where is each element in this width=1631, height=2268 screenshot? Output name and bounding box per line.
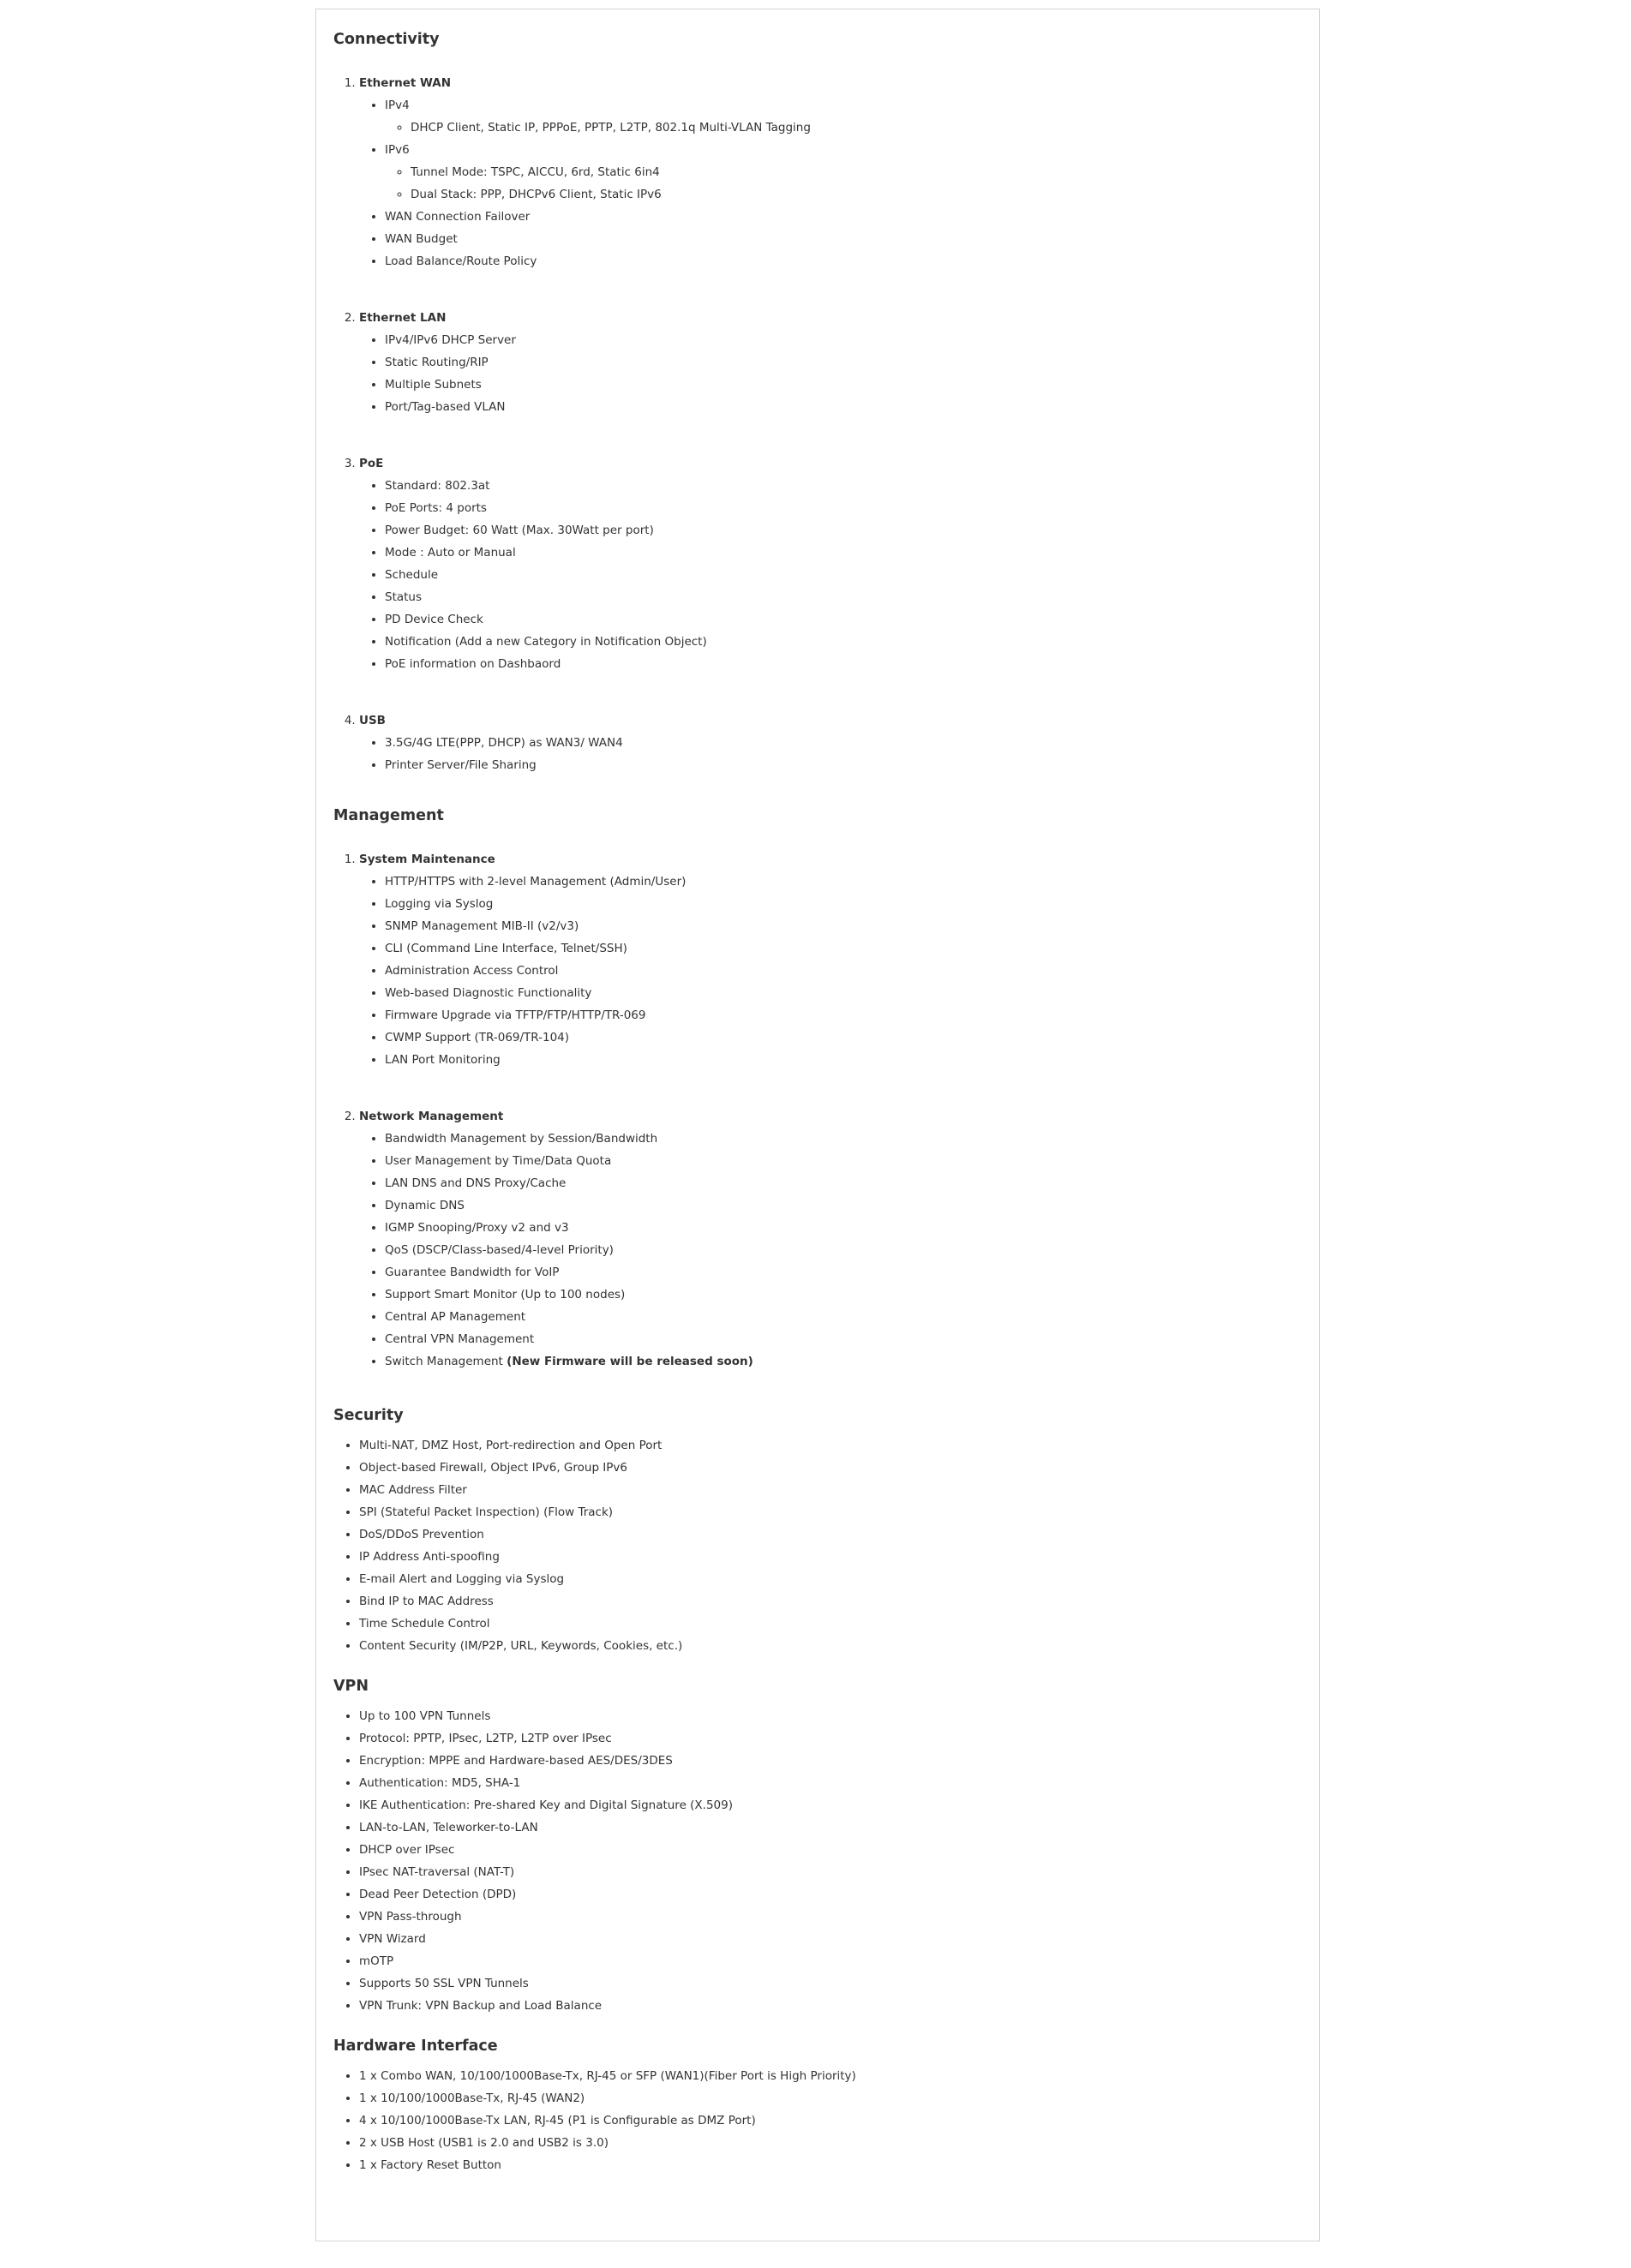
list-item: • Bind IP to MAC Address xyxy=(359,1590,1302,1613)
spec-content xyxy=(333,29,1302,2176)
list-item: • WAN Connection Failover xyxy=(385,206,1302,228)
list-item: • Up to 100 VPN Tunnels xyxy=(359,1705,1302,1727)
management-list xyxy=(333,848,1302,1373)
list-item: • CWMP Support (TR-069/TR-104) xyxy=(385,1026,1302,1049)
list-item: ◦ DHCP Client, Static IP, PPPoE, PPTP, L2TP, 802.1q Multi-VLAN Tagging xyxy=(411,117,1302,139)
system-maintenance-title: System Maintenance xyxy=(359,853,495,866)
network-management-list xyxy=(359,1128,1302,1373)
list-item: • 1 x 10/100/1000Base-Tx, RJ-45 (WAN2) xyxy=(359,2087,1302,2109)
list-item: • E-mail Alert and Logging via Syslog xyxy=(359,1568,1302,1590)
list-item: • QoS (DSCP/Class-based/4-level Priority) xyxy=(385,1239,1302,1261)
usb-group xyxy=(359,709,1302,776)
ethernet-lan-list xyxy=(359,329,1302,418)
list-item: • 1 x Factory Reset Button xyxy=(359,2154,1302,2176)
management-heading: Management xyxy=(333,807,444,824)
list-item: • Dead Peer Detection (DPD) xyxy=(359,1883,1302,1906)
list-item xyxy=(385,139,1302,206)
poe-list xyxy=(359,475,1302,675)
ipv4-label: IPv4 xyxy=(385,99,410,112)
vpn-heading: VPN xyxy=(333,1678,369,1695)
list-item: • User Management by Time/Data Quota xyxy=(385,1150,1302,1172)
list-item: • Content Security (IM/P2P, URL, Keywords, Cookies, etc.) xyxy=(359,1635,1302,1657)
list-item: • IPv4/IPv6 DHCP Server xyxy=(385,329,1302,351)
list-item: • Standard: 802.3at xyxy=(385,475,1302,497)
ethernet-wan-group xyxy=(359,72,1302,272)
list-item: • Power Budget: 60 Watt (Max. 30Watt per port) xyxy=(385,519,1302,542)
list-item: • Guarantee Bandwidth for VoIP xyxy=(385,1261,1302,1284)
list-item: • Encryption: MPPE and Hardware-based AES/DES/3DES xyxy=(359,1750,1302,1772)
vpn-list xyxy=(333,1705,1302,2017)
list-item: • 4 x 10/100/1000Base-Tx LAN, RJ-45 (P1 is Configurable as DMZ Port) xyxy=(359,2109,1302,2132)
list-item: • IKE Authentication: Pre-shared Key and Digital Signature (X.509) xyxy=(359,1794,1302,1816)
list-item: • Multiple Subnets xyxy=(385,374,1302,396)
list-item: ◦ Tunnel Mode: TSPC, AICCU, 6rd, Static 6in4 xyxy=(411,161,1302,183)
list-item: • Supports 50 SSL VPN Tunnels xyxy=(359,1972,1302,1995)
list-item: • CLI (Command Line Interface, Telnet/SSH) xyxy=(385,937,1302,960)
ipv6-label: IPv6 xyxy=(385,143,410,157)
list-item: • Central VPN Management xyxy=(385,1328,1302,1350)
list-item: • Protocol: PPTP, IPsec, L2TP, L2TP over IPsec xyxy=(359,1727,1302,1750)
list-item: • Web-based Diagnostic Functionality xyxy=(385,982,1302,1004)
ethernet-wan-list xyxy=(359,94,1302,272)
list-item: • Multi-NAT, DMZ Host, Port-redirection and Open Port xyxy=(359,1434,1302,1457)
security-list xyxy=(333,1434,1302,1657)
hardware-list xyxy=(333,2065,1302,2176)
poe-title: PoE xyxy=(359,457,384,470)
list-item: • Status xyxy=(385,586,1302,608)
hardware-heading: Hardware Interface xyxy=(333,2038,498,2055)
list-item: • Notification (Add a new Category in Notification Object) xyxy=(385,631,1302,653)
list-item: • MAC Address Filter xyxy=(359,1479,1302,1501)
connectivity-list xyxy=(333,72,1302,776)
switch-management-label: Switch Management xyxy=(385,1355,507,1368)
system-maintenance-group xyxy=(359,848,1302,1071)
list-item: • Support Smart Monitor (Up to 100 nodes) xyxy=(385,1284,1302,1306)
list-item: • VPN Wizard xyxy=(359,1928,1302,1950)
list-item: • PoE information on Dashbaord xyxy=(385,653,1302,675)
list-item: • Schedule xyxy=(385,564,1302,586)
list-item: ◦ Dual Stack: PPP, DHCPv6 Client, Static IPv6 xyxy=(411,183,1302,206)
ethernet-wan-title: Ethernet WAN xyxy=(359,76,452,90)
list-item: • Load Balance/Route Policy xyxy=(385,250,1302,272)
list-item: • VPN Pass-through xyxy=(359,1906,1302,1928)
list-item: • WAN Budget xyxy=(385,228,1302,250)
list-item: • IPsec NAT-traversal (NAT-T) xyxy=(359,1861,1302,1883)
network-management-title: Network Management xyxy=(359,1110,504,1123)
list-item: • Central AP Management xyxy=(385,1306,1302,1328)
list-item: • VPN Trunk: VPN Backup and Load Balance xyxy=(359,1995,1302,2017)
list-item: • Printer Server/File Sharing xyxy=(385,754,1302,776)
ipv6-sublist xyxy=(385,161,1302,206)
switch-management-item xyxy=(385,1350,1302,1373)
list-item: • Firmware Upgrade via TFTP/FTP/HTTP/TR-069 xyxy=(385,1004,1302,1026)
list-item xyxy=(385,94,1302,139)
poe-group xyxy=(359,452,1302,675)
ethernet-lan-title: Ethernet LAN xyxy=(359,311,447,325)
usb-title: USB xyxy=(359,714,386,727)
network-management-group xyxy=(359,1105,1302,1373)
list-item: • 1 x Combo WAN, 10/100/1000Base-Tx, RJ-45 or SFP (WAN1)(Fiber Port is High Priority) xyxy=(359,2065,1302,2087)
usb-list xyxy=(359,732,1302,776)
list-item: • Bandwidth Management by Session/Bandwidth xyxy=(385,1128,1302,1150)
list-item: • HTTP/HTTPS with 2-level Management (Admin/User) xyxy=(385,871,1302,893)
spec-panel xyxy=(315,9,1320,2241)
list-item: • Time Schedule Control xyxy=(359,1613,1302,1635)
list-item: • mOTP xyxy=(359,1950,1302,1972)
list-item: • Object-based Firewall, Object IPv6, Group IPv6 xyxy=(359,1457,1302,1479)
list-item: • 3.5G/4G LTE(PPP, DHCP) as WAN3/ WAN4 xyxy=(385,732,1302,754)
list-item: • SNMP Management MIB-II (v2/v3) xyxy=(385,915,1302,937)
list-item: • PD Device Check xyxy=(385,608,1302,631)
ethernet-lan-group xyxy=(359,307,1302,418)
list-item: • LAN Port Monitoring xyxy=(385,1049,1302,1071)
list-item: • Authentication: MD5, SHA-1 xyxy=(359,1772,1302,1794)
connectivity-heading: Connectivity xyxy=(333,31,440,48)
list-item: • IP Address Anti-spoofing xyxy=(359,1546,1302,1568)
list-item: • Static Routing/RIP xyxy=(385,351,1302,374)
list-item: • Administration Access Control xyxy=(385,960,1302,982)
list-item: • LAN DNS and DNS Proxy/Cache xyxy=(385,1172,1302,1194)
security-heading: Security xyxy=(333,1407,404,1424)
list-item: • Dynamic DNS xyxy=(385,1194,1302,1217)
list-item: • SPI (Stateful Packet Inspection) (Flow Track) xyxy=(359,1501,1302,1523)
list-item: • Port/Tag-based VLAN xyxy=(385,396,1302,418)
list-item: • DHCP over IPsec xyxy=(359,1839,1302,1861)
list-item: • 2 x USB Host (USB1 is 2.0 and USB2 is 3.0) xyxy=(359,2132,1302,2154)
list-item: • Mode : Auto or Manual xyxy=(385,542,1302,564)
list-item: • PoE Ports: 4 ports xyxy=(385,497,1302,519)
switch-management-note: (New Firmware will be released soon) xyxy=(507,1355,753,1368)
list-item: • IGMP Snooping/Proxy v2 and v3 xyxy=(385,1217,1302,1239)
list-item: • DoS/DDoS Prevention xyxy=(359,1523,1302,1546)
list-item: • LAN-to-LAN, Teleworker-to-LAN xyxy=(359,1816,1302,1839)
list-item: • Logging via Syslog xyxy=(385,893,1302,915)
ipv4-sublist xyxy=(385,117,1302,139)
system-maintenance-list xyxy=(359,871,1302,1071)
